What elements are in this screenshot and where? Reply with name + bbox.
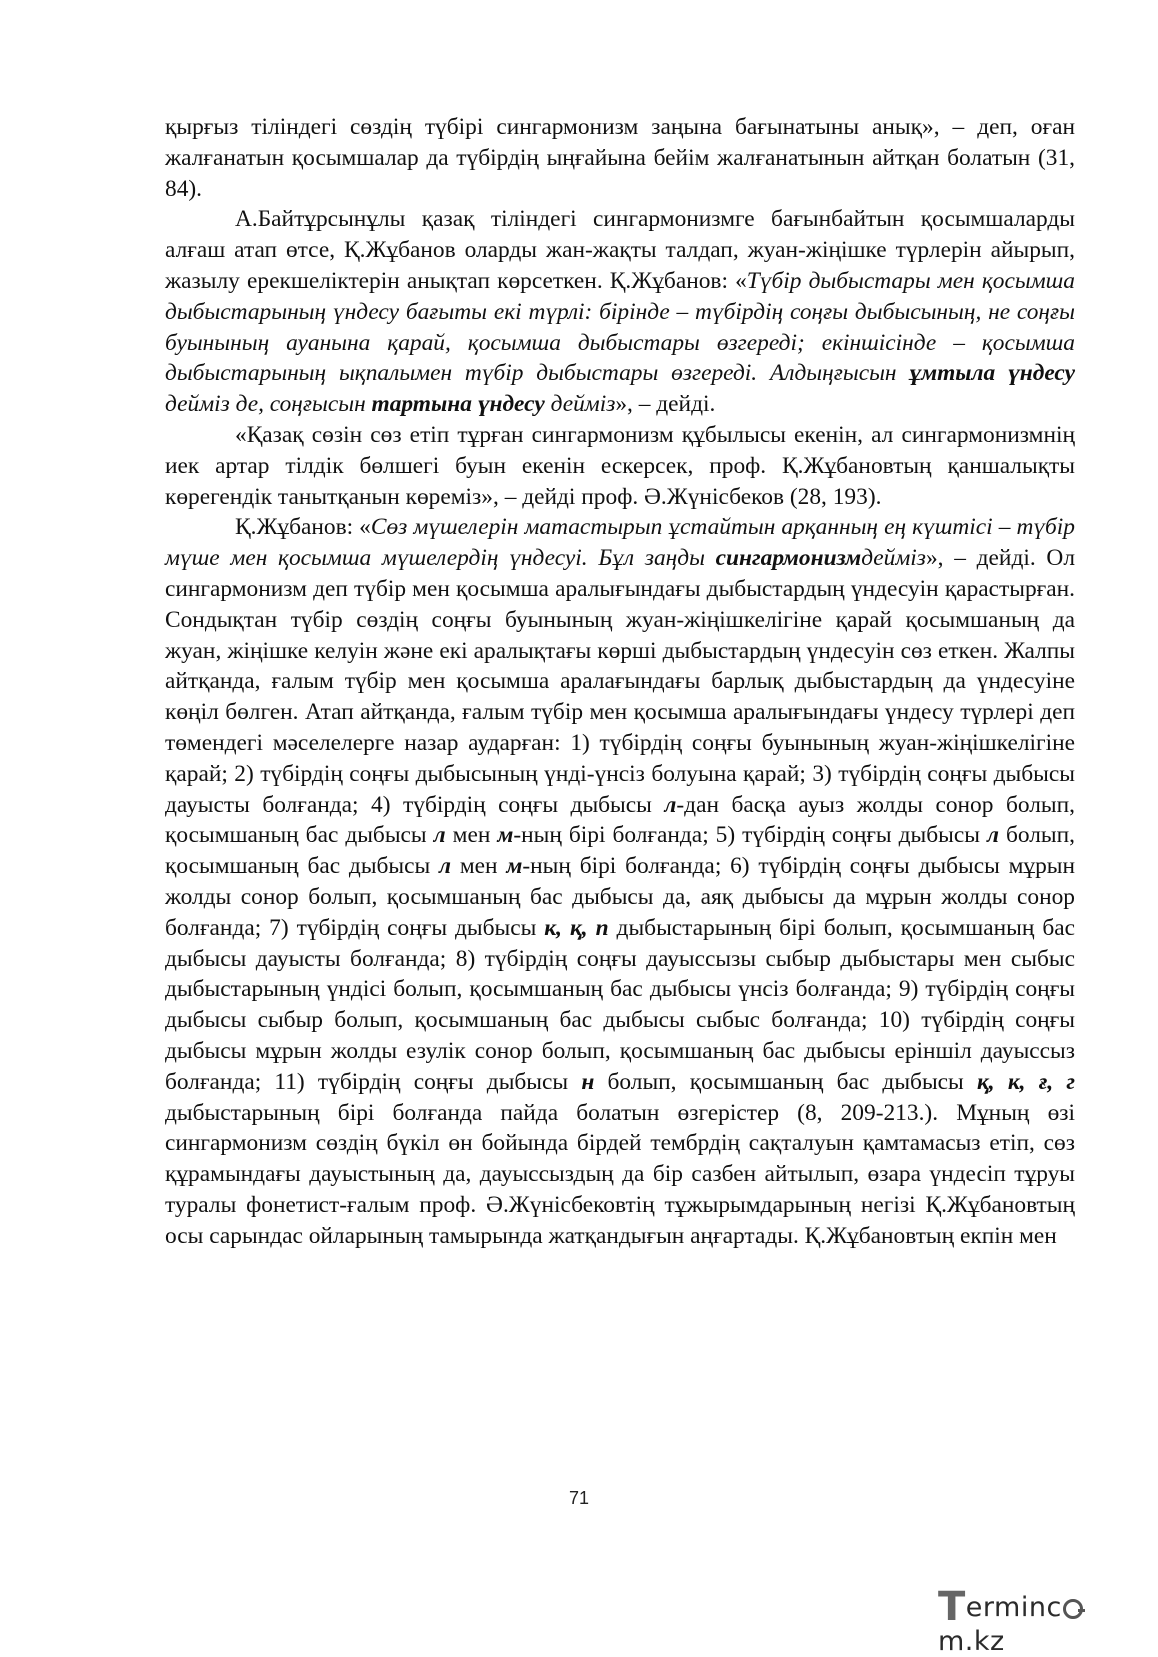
body-text: «Қазақ сөзін сөз етіп тұрған сингармонизм құбылысы екенін, ал сингармонизмнің иек артар тілдік бөлшегі буын екенін ескерсек, проф. Қ.Жұбановтың қаншалықты көрегендік танытқанын көреміз», – дейді проф. Ә.Жүнісбеков (28, 193). [165,421,1075,510]
emphasis-term: м [497,822,514,849]
body-text: Қ.Жұбанов: « [235,514,371,541]
emphasis-term: л [986,822,999,849]
body-text: болып, қосымшаның бас дыбысы [165,822,1075,880]
body-text: А.Байтұрсынұлы қазақ тіліндегі сингармонизмге бағынбайтын қосымшаларды алғаш атап өтсе, Қ.Жұбанов оларды жан-жақты талдап, жуан-жіңішке түрлерін айырып, жазылу ерекшеліктерін анықтап көрсеткен. Қ.Жұбанов: « [165,206,1075,294]
body-text: -ның бірі болғанда; 5) түбірдің соңғы дыбысы [513,822,987,849]
body-text: болып, қосымшаның бас дыбысы [594,1068,977,1095]
emphasis-term: к, қ, п [544,914,609,941]
logo-text-middle: erminc [965,1592,1062,1623]
body-text: -ның бірі болғанда; 6) түбірдің соңғы дыбысы мұрын жолды сонор болып, қосымшаның бас дыбысы да, аяқ дыбысы да мұрын жолды сонор болғанда; 7) түбірдің соңғы дыбысы [165,853,1075,941]
termincom-logo [938,1580,1138,1657]
paragraph [165,420,1075,512]
emphasis-term: тартына үндесу [371,391,545,418]
body-text: дыбыстарының бірі болғанда пайда болатын өзгерістер (8, 209-213.). Мұның өзі сингармонизм сөздің бүкіл өн бойында бірдей тембрдің сақталуын қамтамасыз етіп, сөз құрамындағы дауыстының да, дауыссыздың да бір сазбен айтылып, өзара үндесіп тұруы туралы фонетист-ғалым проф. Ә.Жүнісбековтің тұжырымдарының негізі Қ.Жұбановтың осы сарындас ойларының тамырында жатқандығын аңғартады. Қ.Жұбановтың екпін мен [165,1099,1075,1249]
emphasis-term: ұмтыла үндесу [909,360,1076,387]
body-text: мен [451,853,507,880]
body-text: », – дейді. [615,391,716,418]
page-number: 71 [568,1488,590,1508]
body-text: -дан басқа ауыз жолды сонор болып, қосымшаның бас дыбысы [165,791,1075,849]
emphasis-term: қ, к, ғ, г [976,1068,1075,1095]
body-text: мен [445,822,498,849]
emphasis-term: н [581,1068,595,1095]
paragraph [165,512,1075,1251]
magnifier-icon [1063,1599,1083,1619]
quotation-text: Түбір дыбыстары мен қосымша дыбыстарының үндесу бағыты екі түрлі: бірінде – түбірдің соңғы дыбысының, не соңғы буынының ауанына қарай, қосымша дыбыстары өзгереді; екіншісінде – қосымша дыбыстарының ықпалымен түбір дыбыстары өзгереді. Алдыңғысын [165,267,1075,387]
emphasis-term: сингармонизм [715,545,862,572]
quotation-text: дейміз [861,545,926,572]
quotation-text: дейміз де, соңғысын [165,391,372,418]
logo-letter-t: T [938,1584,966,1630]
emphasis-term: м [506,853,523,880]
body-text: қырғыз тіліндегі сөздің түбірі сингармонизм заңына бағынатыны анық», – деп, оған жалғанатын қосымшалар да түбірдің ыңғайына бейім жалғанатынын айтқан болатын (31, 84). [165,114,1075,202]
paragraph [165,112,1075,204]
paragraph [165,204,1075,420]
emphasis-term: л [664,791,677,818]
body-text: », – дейді. Ол сингармонизм деп түбір мен қосымша аралығындағы дыбыстардың үндесуін қарастырған. Сондықтан түбір сөздің соңғы буынының жуан-жіңішкелігіне қарай қосымшаның да жуан, жіңішке келуін және екі аралықтағы көрші дыбыстардың үндесуін сөз еткен. Жалпы айтқанда, ғалым түбір мен қосымша аралағындағы барлық дыбыстардың да үндесуіне көңіл бөлген. Атап айтқанда, ғалым түбір мен қосымша аралығындағы үндесу түрлері деп төмендегі мәселелерге назар аударған: 1) түбірдің соңғы буынының жуан-жіңішкелігіне қарай; 2) түбірдің соңғы дыбысының үнді-үнсіз болуына қарай; 3) түбірдің соңғы дыбысы дауысты болғанда; 4) түбірдің соңғы дыбысы [165,545,1075,818]
emphasis-term: л [433,822,446,849]
quotation-text: Сөз мүшелерін матастырып ұстайтын арқанның ең күштісі – түбір мүше мен қосымша мүшелердің үндесуі. Бұл заңды [165,514,1076,572]
body-text: дыбыстарының бірі болып, қосымшаның бас дыбысы дауысты болғанда; 8) түбірдің соңғы дауыссызы сыбыр дыбыстары мен сыбыс дыбыстарының үндісі болып, қосымшаның бас дыбысы үнсіз болғанда; 9) түбірдің соңғы дыбысы сыбыр болып, қосымшаның бас дыбысы сыбыс болғанда; 10) түбірдің соңғы дыбысы мұрын жолды езулік сонор болып, қосымшаның бас дыбысы еріншіл дауыссыз болғанда; 11) түбірдің соңғы дыбысы [165,914,1075,1095]
quotation-text: дейміз [544,391,616,418]
emphasis-term: л [439,853,452,880]
document-body [165,112,1075,1251]
logo-text-suffix: m.kz [938,1626,1005,1657]
